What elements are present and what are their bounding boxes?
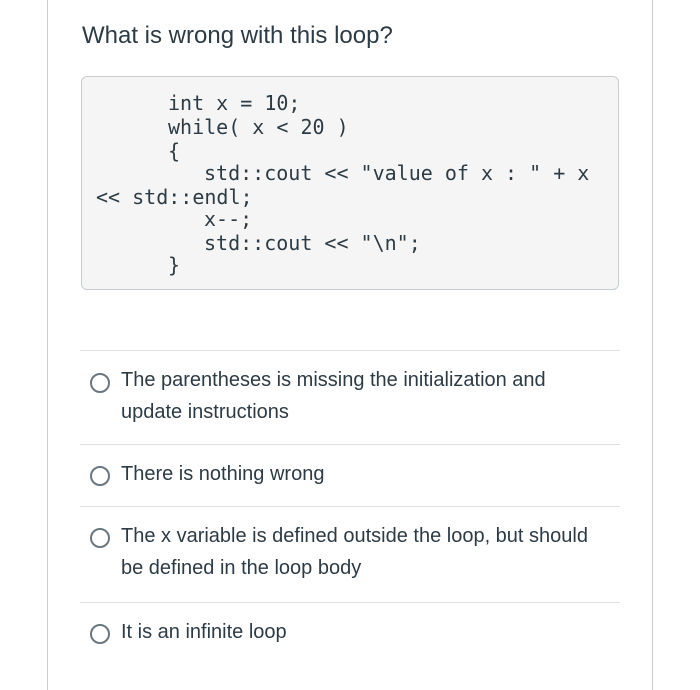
code-line: } [168,253,181,277]
code-line: { [168,139,181,163]
answer-label: It is an infinite loop [121,621,287,643]
code-line: x--; [204,207,253,231]
question-title: What is wrong with this loop? [82,22,393,49]
answer-option-2[interactable] [80,445,620,506]
code-line: while( x < 20 ) [168,115,349,139]
answer-option-1[interactable] [80,351,620,444]
answer-option-4[interactable] [80,603,620,663]
answer-option-3[interactable] [80,507,620,602]
code-line: << std::endl; [96,185,253,209]
answer-label: The x variable is defined outside the loop, but should be defined in the loop body [121,525,588,579]
radio-button[interactable] [90,624,110,644]
code-line: int x = 10; [168,91,301,115]
code-block [81,76,619,290]
radio-button[interactable] [90,528,110,548]
code-line: std::cout << "value of x : " + x [204,161,590,185]
answer-label: The parentheses is missing the initialization and update instructions [121,369,546,423]
radio-button[interactable] [90,466,110,486]
code-line: std::cout << "\n"; [204,231,421,255]
radio-button[interactable] [90,373,110,393]
answer-label: There is nothing wrong [121,463,325,485]
